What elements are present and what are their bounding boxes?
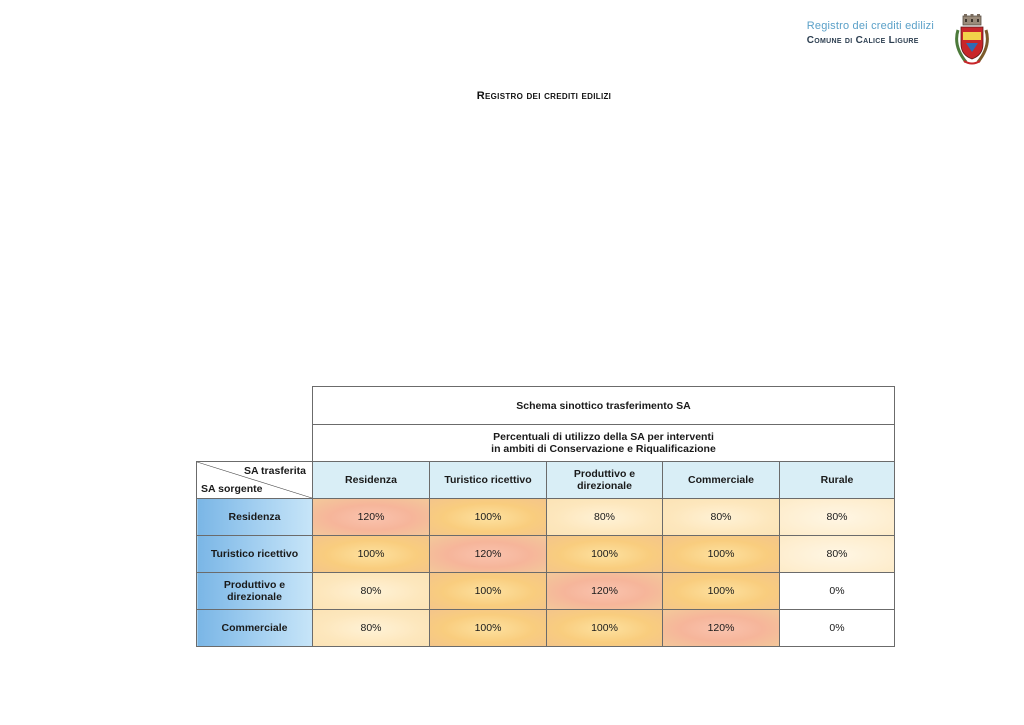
column-header-residenza: Residenza [313,462,430,499]
table-cell: 120% [663,610,780,647]
column-header-turistico: Turistico ricettivo [430,462,547,499]
row-header-residenza: Residenza [197,499,313,536]
comune-label: Comune di Calice Ligure [806,35,919,46]
table-cell: 100% [430,573,547,610]
table-subtitle [313,425,895,462]
table-cell: 80% [313,573,430,610]
table-cell: 100% [313,536,430,573]
subtitle-line-1: Percentuali di utilizzo della SA per interventi [493,431,714,443]
row-header-turistico: Turistico ricettivo [197,536,313,573]
corner-bottom-label: SA sorgente [201,483,263,495]
column-header-produttivo [547,462,663,499]
document-header [807,20,934,46]
table-cell: 100% [430,499,547,536]
table-cell: 80% [780,499,895,536]
coat-of-arms-icon [952,14,992,66]
table-cell: 120% [547,573,663,610]
table-cell: 120% [430,536,547,573]
registry-label: Registro dei crediti edilizi [806,20,934,32]
table-cell: 80% [780,536,895,573]
row-header-produttivo [197,573,313,610]
column-header-commerciale: Commerciale [663,462,780,499]
table-cell: 100% [430,610,547,647]
table-cell: 100% [663,573,780,610]
row-header-line: Produttivo e [223,579,286,591]
corner-top-label: SA trasferita [243,465,306,477]
table-cell: 80% [663,499,780,536]
table-cell: 100% [663,536,780,573]
corner-header [197,462,313,499]
table-row [197,573,895,610]
table-cell: 80% [547,499,663,536]
table-cell: 120% [313,499,430,536]
table-cell: 0% [780,610,895,647]
column-header-line: Produttivo e [573,468,636,480]
row-header-commerciale: Commerciale [197,610,313,647]
document-title: Registro dei crediti edilizi [476,90,612,102]
table-cell: 80% [313,610,430,647]
table-cell: 100% [547,610,663,647]
column-header-rurale: Rurale [780,462,895,499]
subtitle-line-2: in ambiti di Conservazione e Riqualificazione [491,443,716,455]
row-header-line: direzionale [227,591,282,603]
column-header-line: direzionale [577,480,632,492]
table-cell: 100% [547,536,663,573]
transfer-schema-table [196,386,895,647]
table-row [197,499,895,536]
table-row [197,536,895,573]
blank-cell [197,387,313,425]
table-title: Schema sinottico trasferimento SA [313,387,895,425]
table-cell: 0% [780,573,895,610]
table-row [197,610,895,647]
blank-cell [197,425,313,462]
